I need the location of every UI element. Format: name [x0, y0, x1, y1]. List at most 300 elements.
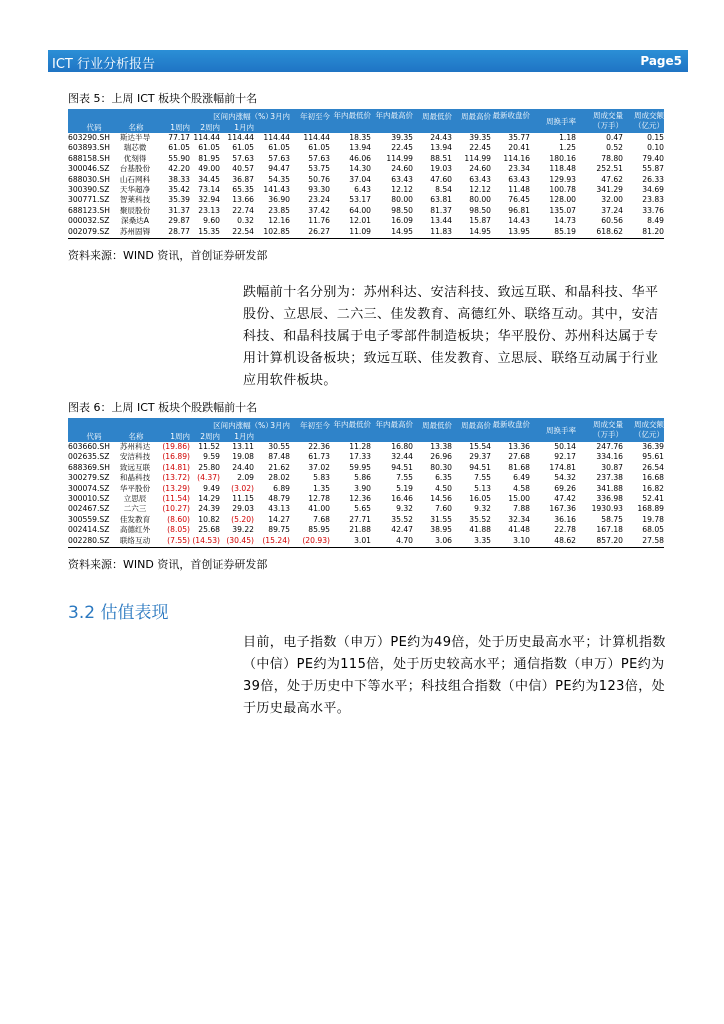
- table-cell: 50.14: [554, 442, 576, 451]
- table-cell: 16.68: [642, 473, 664, 483]
- table-row: [68, 143, 664, 153]
- table-cell: 7.55: [396, 473, 413, 483]
- table-cell: 29.37: [469, 452, 491, 462]
- table-cell: 14.95: [469, 226, 491, 236]
- table-cell: 3.01: [354, 535, 371, 545]
- page-number: Page5: [640, 54, 682, 68]
- col-header-name: 名称: [128, 123, 144, 132]
- table-cell: (3.02): [231, 483, 254, 493]
- stock-name: 台基股份: [119, 164, 151, 174]
- col-header-5: 3月内: [270, 112, 290, 121]
- col-header-8: 年内最高价: [375, 420, 413, 429]
- table-cell: 37.42: [308, 205, 330, 215]
- table-cell: 237.38: [596, 473, 623, 483]
- stock-name: 高德红外: [119, 525, 151, 535]
- table-row: [68, 452, 664, 462]
- stock-code: 688030.SH: [68, 174, 110, 184]
- table-cell: 65.35: [232, 184, 254, 194]
- col-header-3: 2周内: [200, 432, 220, 441]
- col-header-11: 最新收盘价: [492, 420, 530, 429]
- table-cell: 6.43: [354, 184, 371, 194]
- table-cell: 13.94: [430, 143, 452, 153]
- table-cell: 3.06: [435, 535, 452, 545]
- table-cell: 12.01: [349, 216, 371, 226]
- table-row: [68, 484, 664, 494]
- table-cell: 59.95: [349, 462, 371, 472]
- table-cell: 46.06: [349, 153, 371, 163]
- table-cell: 63.81: [430, 195, 452, 205]
- table-cell: 26.33: [642, 174, 664, 184]
- table-cell: 4.58: [513, 483, 530, 493]
- table-cell: 167.36: [549, 504, 576, 514]
- table-cell: 168.89: [637, 504, 664, 514]
- col-header-10: 周最高价: [461, 112, 491, 121]
- table-cell: 14.30: [349, 164, 371, 174]
- table-cell: 14.27: [268, 514, 290, 524]
- stock-name: 优刻得: [123, 153, 147, 163]
- table-cell: 35.77: [508, 133, 530, 142]
- table-cell: 14.95: [391, 226, 413, 236]
- col-header-10: 周最高价: [461, 421, 491, 430]
- table-cell: 19.78: [642, 514, 664, 524]
- table-cell: 34.69: [642, 184, 664, 194]
- stock-name: 苏州科达: [119, 442, 151, 451]
- stock-name: 斯达半导: [119, 133, 151, 142]
- table-row: [68, 206, 664, 216]
- table-cell: 40.57: [232, 164, 254, 174]
- table-cell: 37.04: [349, 174, 371, 184]
- stock-code: 002079.SZ: [68, 226, 110, 236]
- table-cell: 80.00: [469, 195, 491, 205]
- col-header-name: 名称: [128, 432, 144, 441]
- table-cell: 25.68: [198, 525, 220, 535]
- stock-code: 002635.SZ: [68, 452, 110, 462]
- table-cell: 129.93: [549, 174, 576, 184]
- table-cell: 13.66: [232, 195, 254, 205]
- table-row: [68, 515, 664, 525]
- figure6-table-body: [68, 442, 664, 546]
- table-cell: 81.37: [430, 205, 452, 215]
- figure6-table-rule: [68, 547, 664, 548]
- table-cell: 80.00: [391, 195, 413, 205]
- figure6-title: 图表 6：上周 ICT 板块个股跌幅前十名: [68, 401, 258, 414]
- table-cell: 174.81: [549, 462, 576, 472]
- table-cell: 167.18: [596, 525, 623, 535]
- table-cell: 0.47: [606, 133, 623, 142]
- stock-code: 300771.SZ: [68, 195, 110, 205]
- table-cell: 36.87: [232, 174, 254, 184]
- table-cell: 53.75: [308, 164, 330, 174]
- table-cell: 26.27: [308, 226, 330, 236]
- col-header-13: 周成交量（万手）: [593, 111, 623, 130]
- table-cell: 4.50: [435, 483, 452, 493]
- table-cell: 57.63: [232, 153, 254, 163]
- table-cell: 24.39: [198, 504, 220, 514]
- table-cell: 68.05: [642, 525, 664, 535]
- col-header-9: 周最低价: [422, 112, 452, 121]
- table-cell: 3.10: [513, 535, 530, 545]
- stock-name: 智莱科技: [119, 195, 151, 205]
- table-cell: 7.60: [435, 504, 452, 514]
- table-cell: 63.43: [508, 174, 530, 184]
- col-header-7: 年内最低价: [333, 111, 371, 120]
- table-cell: 180.16: [549, 153, 576, 163]
- table-cell: 28.77: [168, 226, 190, 236]
- stock-name: 佳发教育: [119, 514, 151, 524]
- table-cell: 17.33: [349, 452, 371, 462]
- table-cell: (15.24): [262, 535, 290, 545]
- table-cell: 15.35: [198, 226, 220, 236]
- stock-code: 002467.SZ: [68, 504, 110, 514]
- table-cell: 21.62: [268, 462, 290, 472]
- table-cell: 38.33: [168, 174, 190, 184]
- table-cell: 81.20: [642, 226, 664, 236]
- col-header-5: 3月内: [270, 421, 290, 430]
- table-cell: 7.68: [313, 514, 330, 524]
- col-header-4: 1月内: [234, 432, 254, 441]
- table-cell: 12.12: [469, 184, 491, 194]
- table-cell: 6.49: [513, 473, 530, 483]
- table-cell: 11.76: [308, 216, 330, 226]
- col-header-7: 年内最低价: [333, 420, 371, 429]
- table-cell: 22.74: [232, 205, 254, 215]
- col-header-4: 1月内: [234, 123, 254, 132]
- table-cell: 31.37: [168, 205, 190, 215]
- table-cell: 12.12: [391, 184, 413, 194]
- table-cell: 93.30: [308, 184, 330, 194]
- table-cell: (13.29): [162, 483, 190, 493]
- stock-code: 688369.SH: [68, 462, 110, 472]
- table-cell: 89.75: [268, 525, 290, 535]
- table-cell: (13.72): [162, 473, 190, 483]
- col-header-8: 年内最高价: [375, 111, 413, 120]
- table-cell: 29.87: [168, 216, 190, 226]
- table-cell: 42.47: [391, 525, 413, 535]
- table-cell: 26.96: [430, 452, 452, 462]
- table-cell: 87.48: [268, 452, 290, 462]
- table-cell: 31.55: [430, 514, 452, 524]
- table-cell: 69.26: [554, 483, 576, 493]
- table-cell: 41.88: [469, 525, 491, 535]
- table-cell: 61.05: [232, 143, 254, 153]
- table-cell: 8.49: [647, 216, 664, 226]
- stock-code: 300074.SZ: [68, 483, 110, 493]
- table-cell: 12.36: [349, 493, 371, 503]
- stock-name: 华平股份: [119, 483, 151, 493]
- table-cell: 36.39: [642, 442, 664, 451]
- stock-code: 603893.SH: [68, 143, 110, 153]
- table-cell: 14.73: [554, 216, 576, 226]
- col-header-14: 周成交额（亿元）: [634, 111, 664, 130]
- table-cell: 1.18: [559, 133, 576, 142]
- table-cell: 22.36: [308, 442, 330, 451]
- table-cell: 32.94: [198, 195, 220, 205]
- table-row: [68, 195, 664, 205]
- table-cell: 9.32: [474, 504, 491, 514]
- table-cell: 27.58: [642, 535, 664, 545]
- table-cell: 94.51: [391, 462, 413, 472]
- table-cell: 11.48: [508, 184, 530, 194]
- col-header-2: 1周内: [170, 432, 190, 441]
- stock-code: 300279.SZ: [68, 473, 110, 483]
- table-row: [68, 494, 664, 504]
- stock-code: 603290.SH: [68, 133, 110, 142]
- stock-code: 300010.SZ: [68, 493, 110, 503]
- table-cell: 114.44: [193, 133, 220, 142]
- table-cell: 43.13: [268, 504, 290, 514]
- table-cell: 81.68: [508, 462, 530, 472]
- table-cell: 55.87: [642, 164, 664, 174]
- table-cell: 61.05: [168, 143, 190, 153]
- table-cell: 81.95: [198, 153, 220, 163]
- table-cell: 15.87: [469, 216, 491, 226]
- paragraph-decliners: 跌幅前十名分别为：苏州科达、安洁科技、致远互联、和晶科技、华平股份、立思辰、二六三、佳发教育、高德红外、联络互动。其中，安洁科技、和晶科技属于电子零部件制造板块；华平股份、苏州科达属于专用计算机设备板块；致远互联、佳发教育、立思辰、联络互动属于行业应用软件板块。: [243, 285, 659, 388]
- table-cell: 39.35: [391, 133, 413, 142]
- table-cell: 25.80: [198, 462, 220, 472]
- table-cell: 24.60: [469, 164, 491, 174]
- table-cell: 85.19: [554, 226, 576, 236]
- table-cell: 41.48: [508, 525, 530, 535]
- table-cell: 14.43: [508, 216, 530, 226]
- table-row: [68, 164, 664, 174]
- table-cell: 14.29: [198, 493, 220, 503]
- table-cell: 13.36: [508, 442, 530, 451]
- table-cell: 5.19: [396, 483, 413, 493]
- col-header-2: 1周内: [170, 123, 190, 132]
- group-header: 区间内涨幅（%）: [213, 112, 273, 121]
- table-cell: 35.42: [168, 184, 190, 194]
- table-cell: 15.00: [508, 493, 530, 503]
- table-cell: 100.78: [549, 184, 576, 194]
- table-cell: (5.20): [231, 514, 254, 524]
- table-cell: 94.47: [268, 164, 290, 174]
- table-cell: 3.35: [474, 535, 491, 545]
- table-cell: (11.54): [162, 493, 190, 503]
- col-header-6: 年初至今: [300, 421, 330, 430]
- table-row: [68, 525, 664, 535]
- table-cell: 252.51: [596, 164, 623, 174]
- table-cell: 60.56: [601, 216, 623, 226]
- table-cell: (14.53): [192, 535, 220, 545]
- table-cell: 49.00: [198, 164, 220, 174]
- table-cell: 23.13: [198, 205, 220, 215]
- table-cell: 8.54: [435, 184, 452, 194]
- table-cell: 50.76: [308, 174, 330, 184]
- table-cell: 6.89: [273, 483, 290, 493]
- stock-code: 300046.SZ: [68, 164, 110, 174]
- table-cell: 63.43: [391, 174, 413, 184]
- table-cell: (7.55): [167, 535, 190, 545]
- table-cell: 24.43: [430, 133, 452, 142]
- report-title: ICT 行业分析报告: [52, 57, 155, 72]
- col-header-9: 周最低价: [422, 421, 452, 430]
- table-cell: 20.41: [508, 143, 530, 153]
- table-row: [68, 175, 664, 185]
- table-cell: 28.02: [268, 473, 290, 483]
- table-cell: 11.09: [349, 226, 371, 236]
- table-cell: 114.44: [227, 133, 254, 142]
- table-cell: (16.89): [162, 452, 190, 462]
- table-cell: 92.17: [554, 452, 576, 462]
- figure6-table-header: [68, 418, 664, 442]
- col-header-13: 周成交量（万手）: [593, 420, 623, 439]
- table-cell: 0.32: [237, 216, 254, 226]
- stock-code: 603660.SH: [68, 442, 110, 451]
- table-cell: 23.24: [308, 195, 330, 205]
- table-cell: 13.94: [349, 143, 371, 153]
- table-cell: 10.82: [198, 514, 220, 524]
- report-header: [48, 50, 688, 72]
- table-cell: 9.59: [203, 452, 220, 462]
- table-cell: 32.34: [508, 514, 530, 524]
- table-cell: 57.63: [268, 153, 290, 163]
- table-cell: 24.40: [232, 462, 254, 472]
- table-cell: 0.52: [606, 143, 623, 153]
- stock-name: 联络互动: [119, 535, 151, 545]
- stock-name: 二六三: [123, 504, 147, 514]
- stock-code: 002414.SZ: [68, 525, 110, 535]
- table-cell: 114.44: [303, 133, 330, 142]
- table-cell: 11.83: [430, 226, 452, 236]
- table-cell: 35.39: [168, 195, 190, 205]
- table-cell: 41.00: [308, 504, 330, 514]
- table-cell: 14.56: [430, 493, 452, 503]
- table-cell: 247.76: [596, 442, 623, 451]
- table-cell: 54.32: [554, 473, 576, 483]
- col-header-code: 代码: [86, 432, 102, 441]
- table-cell: 16.46: [391, 493, 413, 503]
- table-cell: 141.43: [263, 184, 290, 194]
- table-cell: 30.55: [268, 442, 290, 451]
- table-cell: 135.07: [549, 205, 576, 215]
- table-cell: 16.82: [642, 483, 664, 493]
- table-cell: 80.30: [430, 462, 452, 472]
- table-cell: 23.83: [642, 195, 664, 205]
- table-cell: (8.05): [167, 525, 190, 535]
- table-cell: 98.50: [391, 205, 413, 215]
- table-cell: 39.35: [469, 133, 491, 142]
- figure5-table-rule: [68, 238, 664, 239]
- stock-name: 聚辰股份: [119, 205, 151, 215]
- table-cell: 55.90: [168, 153, 190, 163]
- table-cell: 63.43: [469, 174, 491, 184]
- table-cell: 19.08: [232, 452, 254, 462]
- table-cell: 79.40: [642, 153, 664, 163]
- group-header: 区间内涨幅（%）: [213, 421, 273, 430]
- table-cell: 61.73: [308, 452, 330, 462]
- table-cell: 24.60: [391, 164, 413, 174]
- table-cell: 76.45: [508, 195, 530, 205]
- table-cell: 94.51: [469, 462, 491, 472]
- table-row: [68, 442, 664, 452]
- table-cell: 5.86: [354, 473, 371, 483]
- figure5-table-header: [68, 109, 664, 133]
- table-cell: (4.37): [197, 473, 220, 483]
- table-cell: 12.16: [268, 216, 290, 226]
- table-cell: 11.15: [232, 493, 254, 503]
- table-cell: 61.05: [268, 143, 290, 153]
- table-cell: (19.86): [162, 442, 190, 451]
- table-cell: 58.75: [601, 514, 623, 524]
- col-header-code: 代码: [86, 123, 102, 132]
- table-cell: 0.15: [647, 133, 664, 142]
- col-header-11: 最新收盘价: [492, 111, 530, 120]
- stock-code: 688123.SH: [68, 205, 110, 215]
- col-header-6: 年初至今: [300, 112, 330, 121]
- table-cell: 27.71: [349, 514, 371, 524]
- stock-name: 立思辰: [123, 493, 147, 503]
- table-cell: 32.00: [601, 195, 623, 205]
- table-cell: 11.52: [198, 442, 220, 451]
- table-cell: 618.62: [596, 226, 623, 236]
- table-cell: 128.00: [549, 195, 576, 205]
- table-cell: 18.35: [349, 133, 371, 142]
- figure6-source: 资料来源：WIND 资讯，首创证券研发部: [68, 558, 268, 571]
- table-cell: 15.54: [469, 442, 491, 451]
- table-cell: 22.78: [554, 525, 576, 535]
- table-cell: 32.44: [391, 452, 413, 462]
- table-cell: 37.24: [601, 205, 623, 215]
- table-cell: 47.60: [430, 174, 452, 184]
- col-header-12: 周换手率: [546, 426, 576, 435]
- table-cell: 336.98: [596, 493, 623, 503]
- table-cell: 26.54: [642, 462, 664, 472]
- table-cell: 23.85: [268, 205, 290, 215]
- table-cell: 5.83: [313, 473, 330, 483]
- table-cell: 36.90: [268, 195, 290, 205]
- table-cell: 64.00: [349, 205, 371, 215]
- table-cell: 57.63: [308, 153, 330, 163]
- stock-name: 致远互联: [119, 462, 151, 472]
- col-header-14: 周成交额（亿元）: [634, 420, 664, 439]
- figure5-source: 资料来源：WIND 资讯，首创证券研发部: [68, 249, 268, 262]
- table-cell: 39.22: [232, 525, 254, 535]
- table-cell: 78.80: [601, 153, 623, 163]
- table-cell: 13.95: [508, 226, 530, 236]
- table-cell: 37.02: [308, 462, 330, 472]
- stock-code: 000032.SZ: [68, 216, 110, 226]
- table-cell: 77.17: [168, 133, 190, 142]
- table-cell: 7.88: [513, 504, 530, 514]
- stock-code: 300390.SZ: [68, 184, 110, 194]
- table-cell: 16.09: [391, 216, 413, 226]
- table-cell: 35.52: [391, 514, 413, 524]
- table-cell: 5.13: [474, 483, 491, 493]
- table-cell: 334.16: [596, 452, 623, 462]
- table-cell: 4.70: [396, 535, 413, 545]
- table-cell: 11.28: [349, 442, 371, 451]
- table-cell: 1930.93: [591, 504, 623, 514]
- table-cell: 96.81: [508, 205, 530, 215]
- table-cell: 88.51: [430, 153, 452, 163]
- table-cell: 6.35: [435, 473, 452, 483]
- table-cell: 114.99: [386, 153, 413, 163]
- table-cell: 13.11: [232, 442, 254, 451]
- table-cell: 5.65: [354, 504, 371, 514]
- table-cell: 85.95: [308, 525, 330, 535]
- table-cell: 22.54: [232, 226, 254, 236]
- table-cell: 22.45: [469, 143, 491, 153]
- table-cell: (20.93): [302, 535, 330, 545]
- table-cell: (10.27): [162, 504, 190, 514]
- table-cell: 73.14: [198, 184, 220, 194]
- table-cell: 29.03: [232, 504, 254, 514]
- stock-name: 天华超净: [119, 184, 151, 194]
- table-row: [68, 536, 664, 546]
- stock-name: 深桑达A: [121, 216, 149, 226]
- table-cell: 95.61: [642, 452, 664, 462]
- col-header-3: 2周内: [200, 123, 220, 132]
